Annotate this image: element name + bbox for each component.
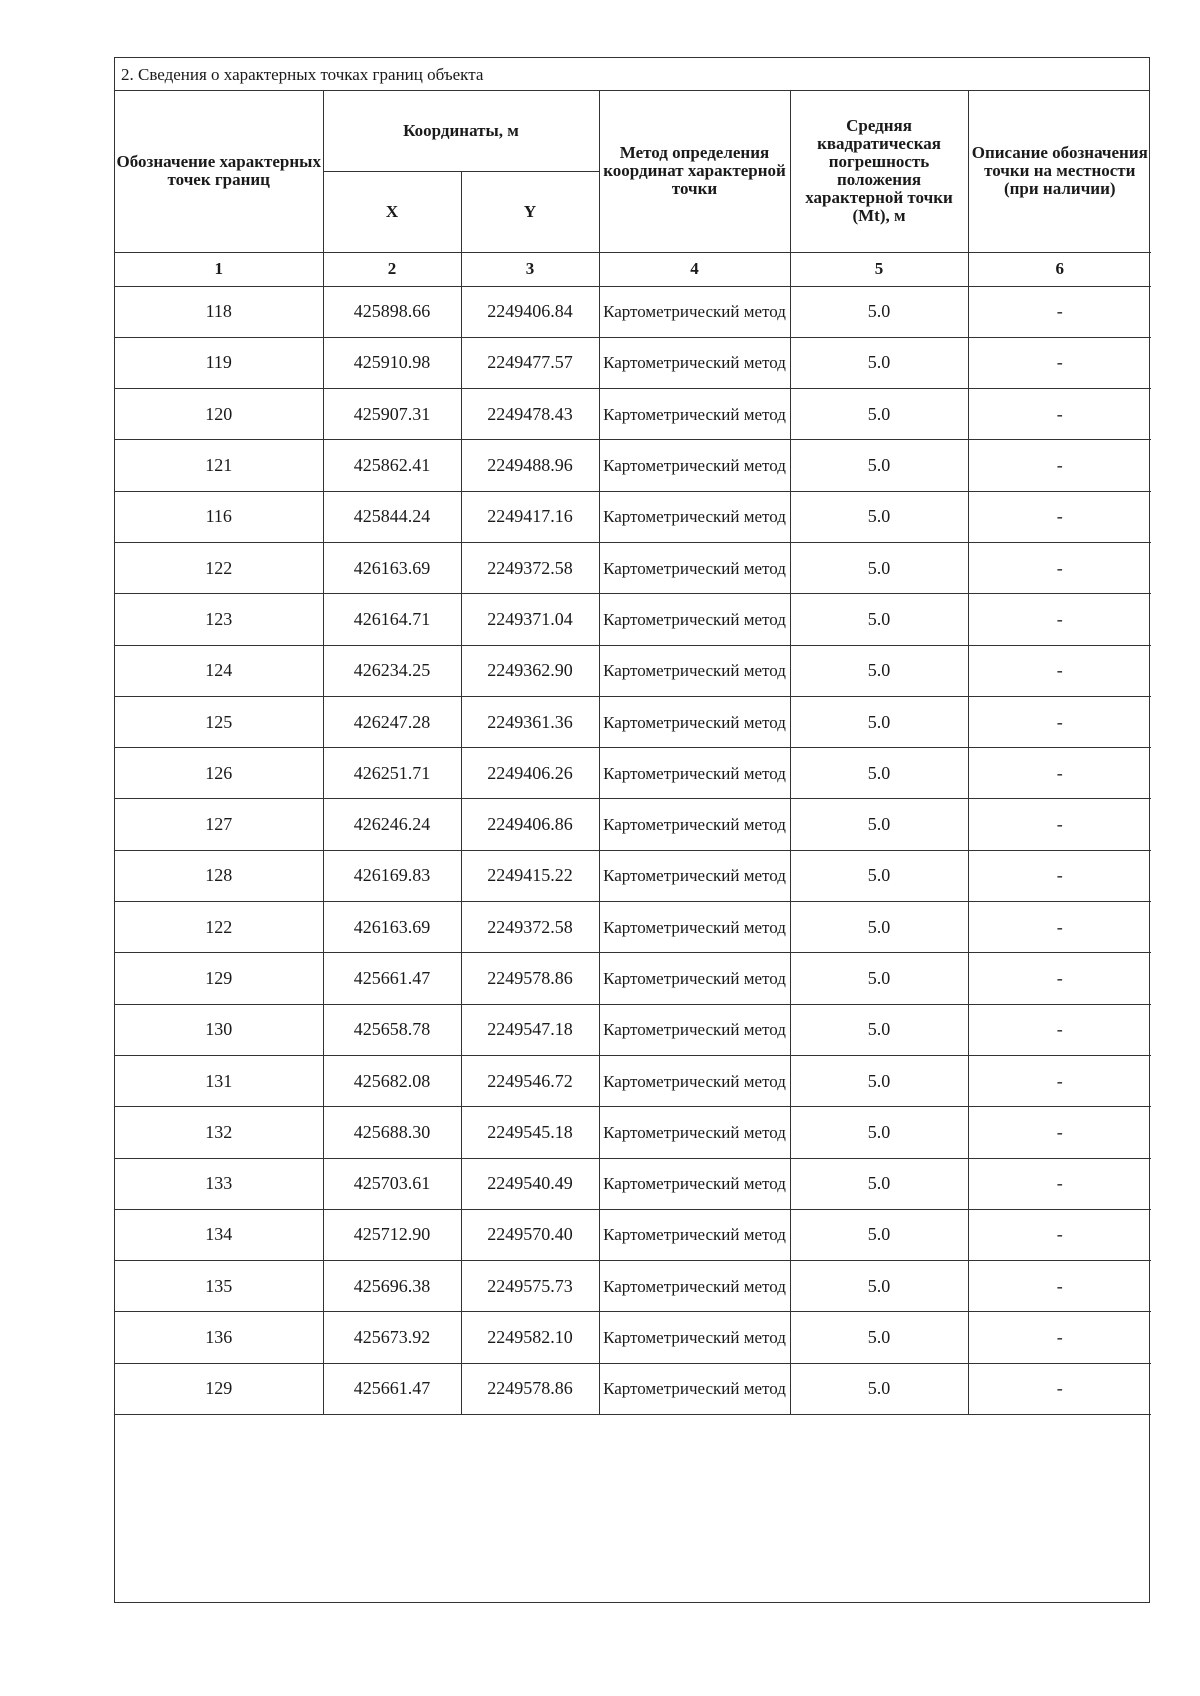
x-coordinate-cell: 425673.92 [323,1312,461,1363]
point-cell: 119 [115,337,323,388]
error-cell: 5.0 [790,491,968,542]
y-coordinate-cell: 2249478.43 [461,389,599,440]
error-cell: 5.0 [790,440,968,491]
method-cell: Картометрический метод [599,594,790,645]
error-cell: 5.0 [790,1004,968,1055]
method-cell: Картометрический метод [599,1209,790,1260]
column-number: 1 [115,252,323,286]
description-cell: - [968,1209,1151,1260]
column-number: 4 [599,252,790,286]
column-number: 2 [323,252,461,286]
description-cell: - [968,645,1151,696]
y-coordinate-cell: 2249578.86 [461,1363,599,1414]
table-row [115,1209,1151,1260]
header-description: Описание обозначения точки на местности (при наличии) [968,91,1151,252]
point-cell: 129 [115,1363,323,1414]
y-coordinate-cell: 2249570.40 [461,1209,599,1260]
point-cell: 126 [115,748,323,799]
y-coordinate-cell: 2249406.26 [461,748,599,799]
error-cell: 5.0 [790,1363,968,1414]
error-cell: 5.0 [790,696,968,747]
method-cell: Картометрический метод [599,389,790,440]
x-coordinate-cell: 425910.98 [323,337,461,388]
table-row [115,594,1151,645]
error-cell: 5.0 [790,389,968,440]
point-cell: 118 [115,286,323,337]
point-cell: 122 [115,902,323,953]
y-coordinate-cell: 2249546.72 [461,1055,599,1106]
column-number: 6 [968,252,1151,286]
method-cell: Картометрический метод [599,542,790,593]
header-y: Y [461,171,599,252]
header-method: Метод определения координат характерной точки [599,91,790,252]
header-coordinates: Координаты, м [323,91,599,171]
error-cell: 5.0 [790,1158,968,1209]
point-cell: 131 [115,1055,323,1106]
table-row [115,286,1151,337]
boundary-points-table [115,91,1151,1415]
method-cell: Картометрический метод [599,337,790,388]
error-cell: 5.0 [790,799,968,850]
x-coordinate-cell: 426251.71 [323,748,461,799]
error-cell: 5.0 [790,902,968,953]
table-row [115,389,1151,440]
x-coordinate-cell: 426234.25 [323,645,461,696]
method-cell: Картометрический метод [599,286,790,337]
description-cell: - [968,1107,1151,1158]
table-row [115,1158,1151,1209]
y-coordinate-cell: 2249372.58 [461,902,599,953]
table-row [115,1363,1151,1414]
x-coordinate-cell: 425703.61 [323,1158,461,1209]
point-cell: 132 [115,1107,323,1158]
x-coordinate-cell: 426163.69 [323,902,461,953]
description-cell: - [968,337,1151,388]
method-cell: Картометрический метод [599,1312,790,1363]
column-number: 5 [790,252,968,286]
y-coordinate-cell: 2249488.96 [461,440,599,491]
description-cell: - [968,748,1151,799]
y-coordinate-cell: 2249575.73 [461,1261,599,1312]
point-cell: 123 [115,594,323,645]
y-coordinate-cell: 2249417.16 [461,491,599,542]
method-cell: Картометрический метод [599,645,790,696]
document-sheet [114,57,1150,1603]
x-coordinate-cell: 425661.47 [323,953,461,1004]
x-coordinate-cell: 425696.38 [323,1261,461,1312]
description-cell: - [968,286,1151,337]
x-coordinate-cell: 426164.71 [323,594,461,645]
description-cell: - [968,542,1151,593]
y-coordinate-cell: 2249406.84 [461,286,599,337]
x-coordinate-cell: 425688.30 [323,1107,461,1158]
point-cell: 134 [115,1209,323,1260]
y-coordinate-cell: 2249371.04 [461,594,599,645]
y-coordinate-cell: 2249545.18 [461,1107,599,1158]
method-cell: Картометрический метод [599,696,790,747]
y-coordinate-cell: 2249578.86 [461,953,599,1004]
point-cell: 127 [115,799,323,850]
error-cell: 5.0 [790,337,968,388]
description-cell: - [968,799,1151,850]
y-coordinate-cell: 2249477.57 [461,337,599,388]
method-cell: Картометрический метод [599,1363,790,1414]
point-cell: 124 [115,645,323,696]
y-coordinate-cell: 2249362.90 [461,645,599,696]
description-cell: - [968,1055,1151,1106]
method-cell: Картометрический метод [599,1004,790,1055]
table-row [115,542,1151,593]
y-coordinate-cell: 2249406.86 [461,799,599,850]
description-cell: - [968,1261,1151,1312]
description-cell: - [968,1312,1151,1363]
table-row [115,953,1151,1004]
error-cell: 5.0 [790,1312,968,1363]
x-coordinate-cell: 425844.24 [323,491,461,542]
error-cell: 5.0 [790,1107,968,1158]
method-cell: Картометрический метод [599,902,790,953]
y-coordinate-cell: 2249547.18 [461,1004,599,1055]
description-cell: - [968,850,1151,901]
point-cell: 135 [115,1261,323,1312]
x-coordinate-cell: 425682.08 [323,1055,461,1106]
y-coordinate-cell: 2249361.36 [461,696,599,747]
section-title: 2. Сведения о характерных точках границ объекта [115,58,1149,91]
table-row [115,902,1151,953]
point-cell: 122 [115,542,323,593]
point-cell: 120 [115,389,323,440]
description-cell: - [968,491,1151,542]
x-coordinate-cell: 425658.78 [323,1004,461,1055]
description-cell: - [968,389,1151,440]
x-coordinate-cell: 425907.31 [323,389,461,440]
description-cell: - [968,440,1151,491]
table-row [115,696,1151,747]
method-cell: Картометрический метод [599,491,790,542]
table-body [115,286,1151,1415]
point-cell: 125 [115,696,323,747]
x-coordinate-cell: 426247.28 [323,696,461,747]
description-cell: - [968,1363,1151,1414]
empty-area [115,1415,1149,1605]
error-cell: 5.0 [790,594,968,645]
method-cell: Картометрический метод [599,799,790,850]
x-coordinate-cell: 425661.47 [323,1363,461,1414]
header-mean-square-error: Средняя квадратическая погрешность положения характерной точки (Mt), м [790,91,968,252]
table-row [115,1261,1151,1312]
x-coordinate-cell: 426163.69 [323,542,461,593]
description-cell: - [968,1158,1151,1209]
x-coordinate-cell: 425712.90 [323,1209,461,1260]
description-cell: - [968,1004,1151,1055]
point-cell: 136 [115,1312,323,1363]
error-cell: 5.0 [790,850,968,901]
error-cell: 5.0 [790,1055,968,1106]
error-cell: 5.0 [790,953,968,1004]
table-row [115,748,1151,799]
table-row [115,645,1151,696]
method-cell: Картометрический метод [599,440,790,491]
error-cell: 5.0 [790,286,968,337]
error-cell: 5.0 [790,748,968,799]
error-cell: 5.0 [790,1209,968,1260]
description-cell: - [968,696,1151,747]
point-cell: 130 [115,1004,323,1055]
table-row [115,1004,1151,1055]
x-coordinate-cell: 425862.41 [323,440,461,491]
point-cell: 121 [115,440,323,491]
x-coordinate-cell: 425898.66 [323,286,461,337]
table-row [115,1312,1151,1363]
table-row [115,1107,1151,1158]
y-coordinate-cell: 2249372.58 [461,542,599,593]
point-cell: 116 [115,491,323,542]
y-coordinate-cell: 2249415.22 [461,850,599,901]
header-point-designation: Обозначение характерных точек границ [115,91,323,252]
point-cell: 128 [115,850,323,901]
table-row [115,1055,1151,1106]
error-cell: 5.0 [790,542,968,593]
x-coordinate-cell: 426246.24 [323,799,461,850]
method-cell: Картометрический метод [599,1107,790,1158]
point-cell: 133 [115,1158,323,1209]
method-cell: Картометрический метод [599,1261,790,1312]
point-cell: 129 [115,953,323,1004]
table-row [115,491,1151,542]
description-cell: - [968,594,1151,645]
x-coordinate-cell: 426169.83 [323,850,461,901]
table-row [115,440,1151,491]
method-cell: Картометрический метод [599,850,790,901]
table-row [115,337,1151,388]
error-cell: 5.0 [790,645,968,696]
y-coordinate-cell: 2249582.10 [461,1312,599,1363]
error-cell: 5.0 [790,1261,968,1312]
header-x: X [323,171,461,252]
method-cell: Картометрический метод [599,953,790,1004]
y-coordinate-cell: 2249540.49 [461,1158,599,1209]
method-cell: Картометрический метод [599,1158,790,1209]
table-row [115,850,1151,901]
table-row [115,799,1151,850]
description-cell: - [968,953,1151,1004]
column-number: 3 [461,252,599,286]
method-cell: Картометрический метод [599,748,790,799]
description-cell: - [968,902,1151,953]
method-cell: Картометрический метод [599,1055,790,1106]
